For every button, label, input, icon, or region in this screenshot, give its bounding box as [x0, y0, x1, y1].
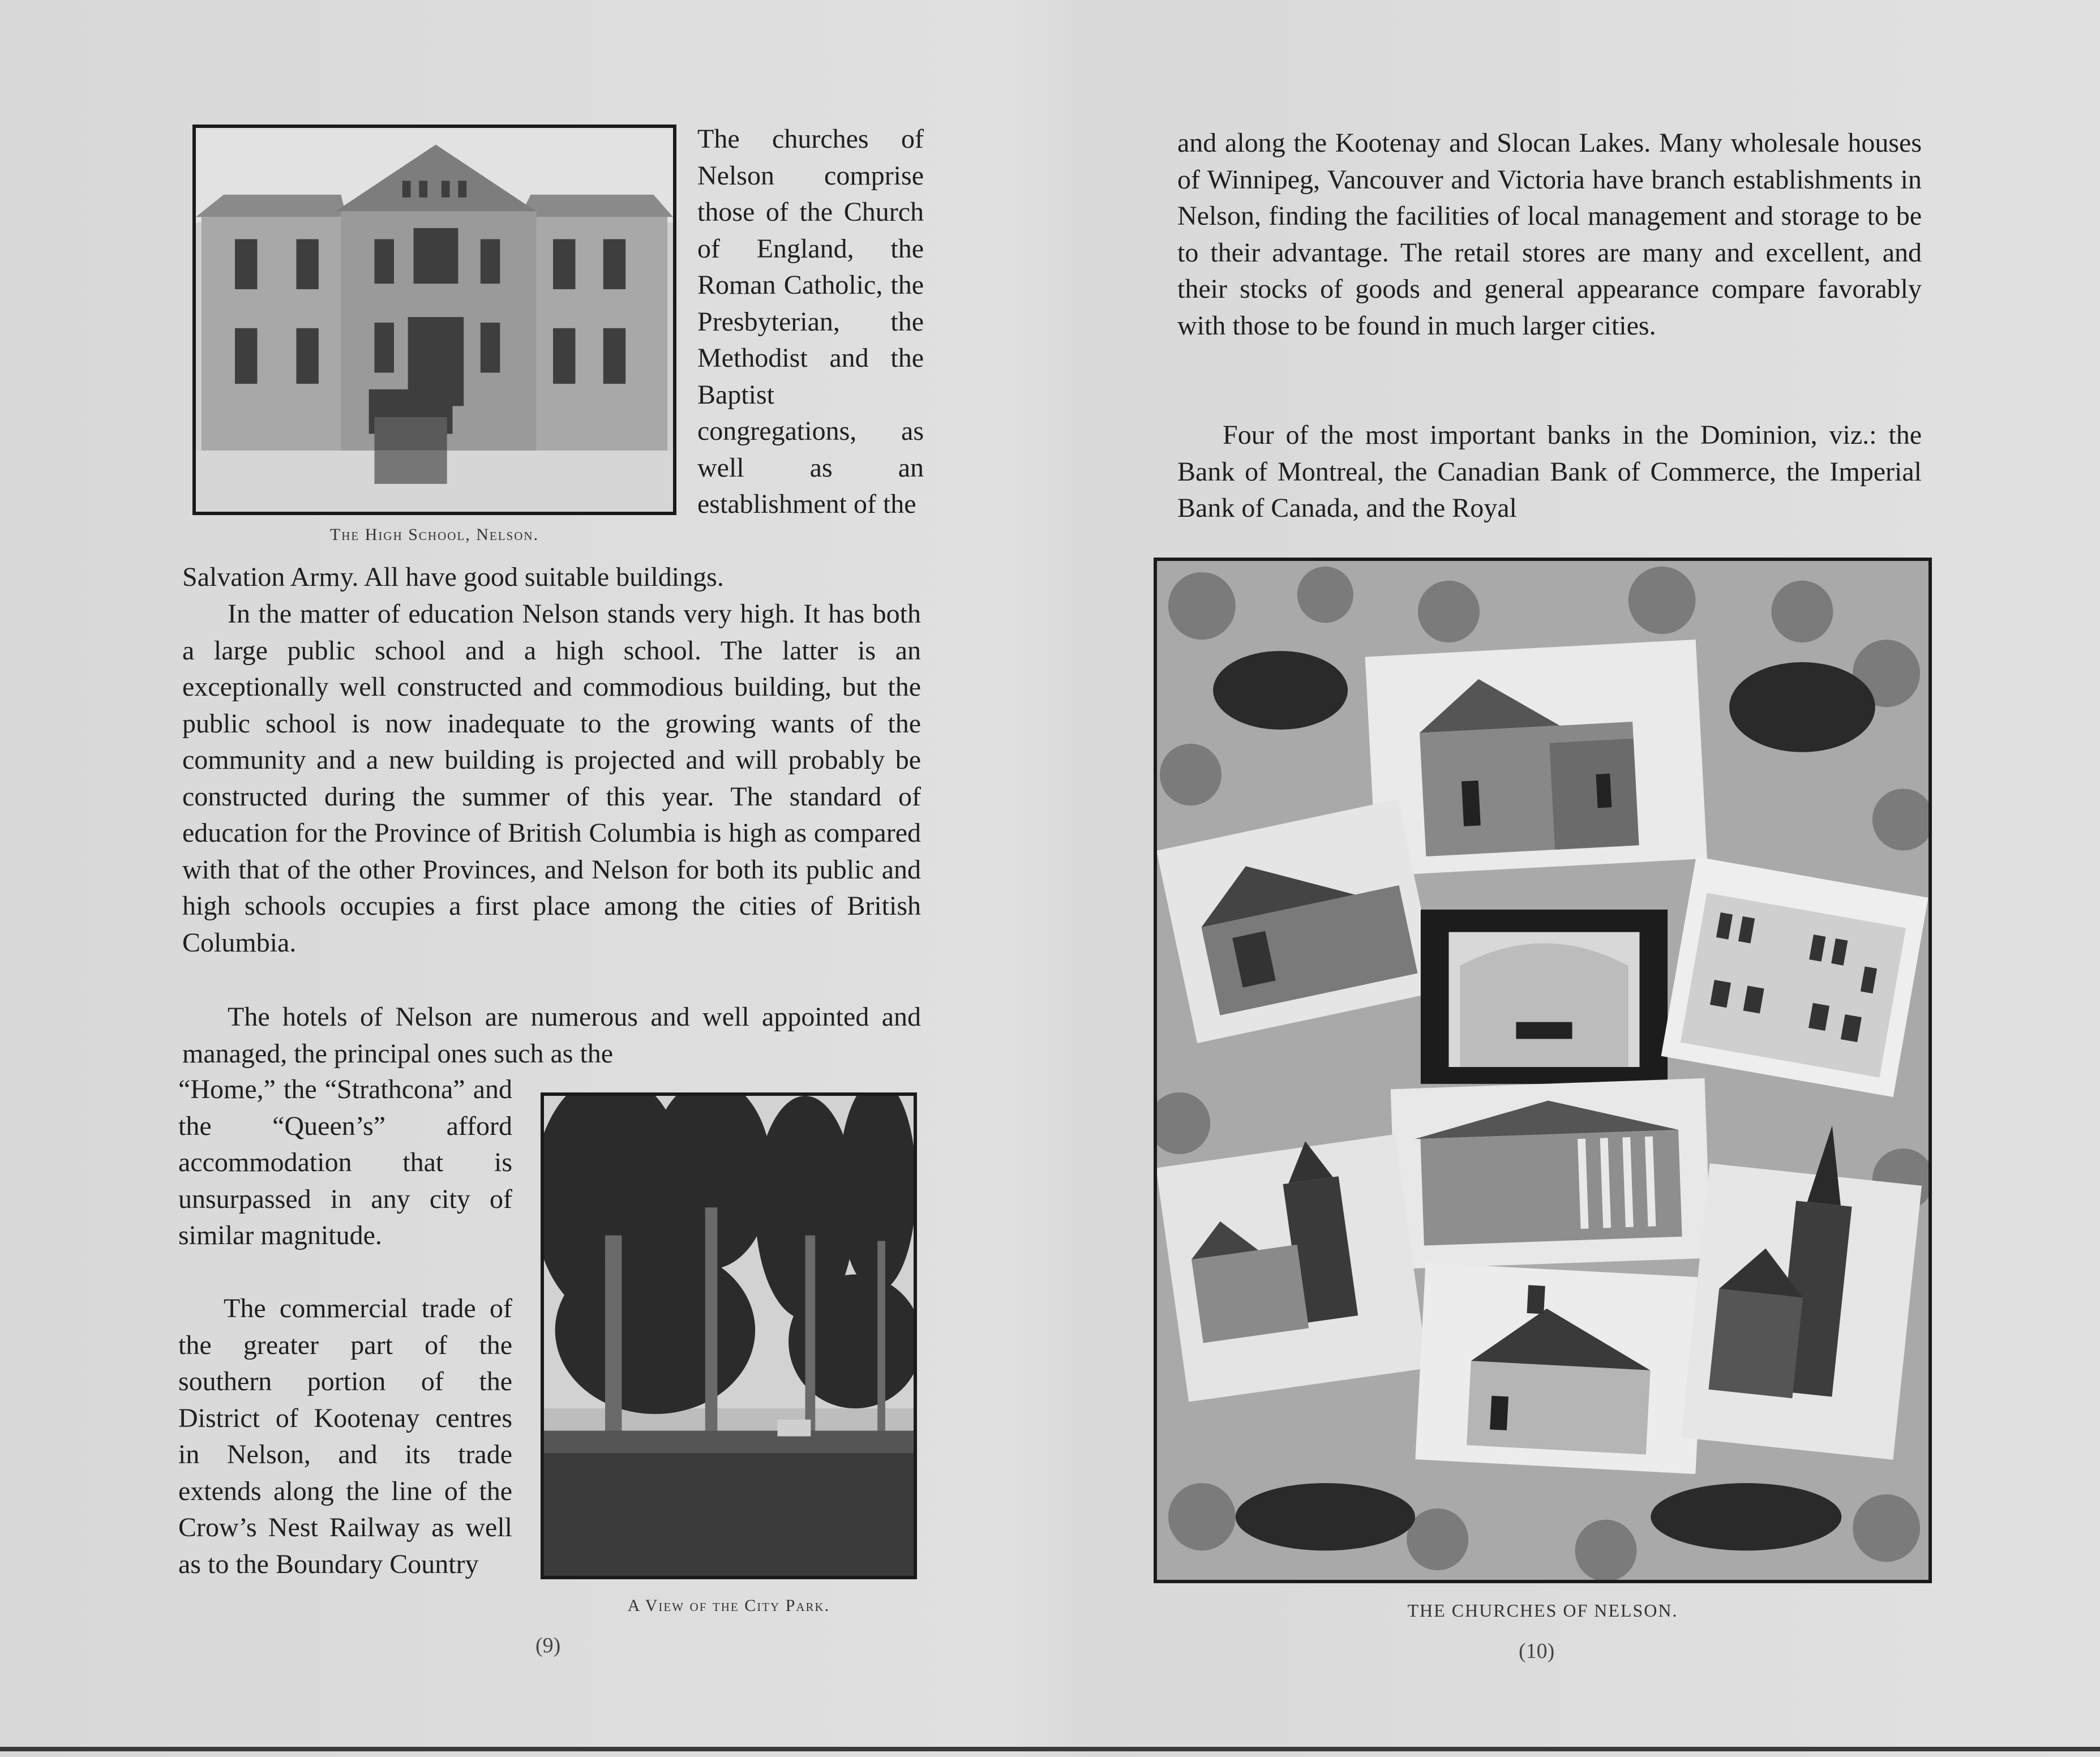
- churches-paragraph-narrow: [697, 121, 924, 523]
- education-paragraph: [182, 596, 921, 961]
- scan-border-bottom: [0, 1747, 2100, 1751]
- commercial-text: The commercial trade of the greater part of the southern portion of the District of Kootenay centres in Nelson, and its trade extends along the line of the Crow’s Nest Railway as well as to the Boundary Country: [178, 1293, 512, 1579]
- churches-plate: [1154, 558, 1932, 1583]
- education-text: In the matter of education Nelson stands very high. It has both a large public school and a high school. The latter is an exceptionally well constructed and commodious building, but the public school is now inadequate to the growing wants of the community and a new building is projected and will probably be constructed during the summer of this year. The standard of education for the Province of British Columbia is high as compared with that of the other Provinces, and Nelson for both its public and high schools occupies a first place among the cities of British Columbia.: [182, 599, 921, 958]
- churches-text-cont: Salvation Army. All have good suitable buildings.: [182, 562, 724, 592]
- high-school-caption: The High School, Nelson.: [329, 525, 539, 544]
- hotels-text: The hotels of Nelson are numerous and well appointed and managed, the principal ones such as the: [182, 1002, 921, 1069]
- churches-text: The churches of Nelson comprise those of the Church of England, the Roman Catholic, the Presbyterian, the Methodist and the Baptist congregations, as well as an establishment of the: [697, 124, 924, 519]
- hotels-paragraph: [182, 999, 921, 1072]
- trade-continued-paragraph: [1177, 125, 1922, 344]
- churches-paragraph-cont: [182, 559, 921, 596]
- trade-continued-text: and along the Kootenay and Slocan Lakes. Many wholesale houses of Winnipeg, Vancouver and Victoria have branch establishments in Nelson, finding the facilities of local management and storage to be to their advantage. The retail stores are many and excellent, and their stocks of goods and general appearance compare favorably with those to be found in much larger cities.: [1177, 128, 1922, 341]
- churches-plate-caption: THE CHURCHES OF NELSON.: [1407, 1600, 1678, 1621]
- banks-text: Four of the most important banks in the Dominion, viz.: the Bank of Montreal, the Canadian Bank of Commerce, the Imperial Bank of Canada, and the Royal: [1177, 420, 1922, 523]
- city-park-caption: A View of the City Park.: [627, 1596, 830, 1615]
- hotels-paragraph-narrow: [178, 1072, 512, 1254]
- high-school-photo: [192, 125, 676, 515]
- banks-paragraph: [1177, 417, 1922, 527]
- city-park-photo: [541, 1092, 917, 1579]
- page-number-right: (10): [1519, 1639, 1555, 1663]
- hotels-text-narrow: “Home,” the “Strathcona” and the “Queen’s” afford accommodation that is unsurpassed in any city of similar magnitude.: [178, 1074, 512, 1250]
- page-number-left: (9): [535, 1634, 561, 1657]
- commercial-paragraph: [178, 1291, 512, 1583]
